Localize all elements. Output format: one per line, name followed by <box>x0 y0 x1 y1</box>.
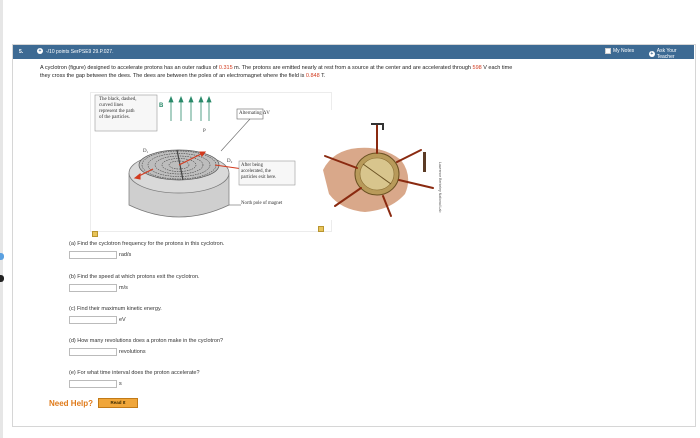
part-a-input[interactable] <box>69 251 117 259</box>
path-caption: The black, dashed, curved lines represent the path of the particles. <box>99 97 137 120</box>
left-edge-tab-dark[interactable] <box>0 275 4 282</box>
cyclotron-diagram <box>90 92 332 232</box>
part-a-label: (a) Find the cyclotron frequency for the protons in this cyclotron. <box>69 241 225 247</box>
question-number: 5. <box>19 49 24 55</box>
question-header <box>13 45 694 59</box>
my-notes-button[interactable]: My Notes <box>605 48 634 54</box>
d1-label: D₁ <box>143 149 149 154</box>
ask-plus-icon: + <box>650 51 654 57</box>
part-c-input[interactable] <box>69 316 117 324</box>
left-edge-tab-blue[interactable] <box>0 253 4 260</box>
photo-credit: Lawrence Berkeley National Lab <box>438 162 442 213</box>
figure-1-zoom-icon[interactable] <box>92 231 98 237</box>
exit-caption: After being accelerated, the particles exit here. <box>241 163 277 180</box>
part-b-input[interactable] <box>69 284 117 292</box>
part-b-unit: m/s <box>119 285 128 291</box>
part-d-input[interactable] <box>69 348 117 356</box>
field-arrows <box>169 97 211 121</box>
need-help-label: Need Help? <box>49 399 94 408</box>
expand-plus-icon[interactable]: + <box>38 48 42 54</box>
cyclotron-photo <box>313 110 450 220</box>
p-label: P <box>203 129 206 134</box>
part-e-input[interactable] <box>69 380 117 388</box>
read-it-button[interactable]: Read It <box>98 398 138 408</box>
part-c-label: (c) Find their maximum kinetic energy. <box>69 306 162 312</box>
voltage-value: 598 <box>472 65 482 71</box>
left-edge-bar <box>0 0 3 438</box>
b-field-label: B <box>159 103 164 109</box>
photo-svg <box>313 110 450 220</box>
part-a-unit: rad/s <box>119 252 132 258</box>
part-c-unit: eV <box>119 317 126 323</box>
notes-checkbox-icon <box>605 48 611 54</box>
alternating-label: Alternating ΔV <box>239 111 270 116</box>
part-d-unit: revolutions <box>119 349 146 355</box>
part-e-label: (e) For what time interval does the proton accelerate? <box>69 370 200 376</box>
ask-teacher-button[interactable]: + Ask Your Teacher <box>650 48 677 60</box>
problem-statement: A cyclotron (figure) designed to accelerate protons has an outer radius of 0.315 m. The protons are emitted nearly at rest from a source at the center and are accelerated through 598 V each time they cross the gap between the dees. The dees are between the poles of an electromagnet where the field is 0.848 T. <box>40 65 513 79</box>
d2-label: D₂ <box>227 159 233 164</box>
question-points-label: -/10 points SerPSE9 29.P.027. <box>46 49 114 55</box>
part-b-label: (b) Find the speed at which protons exit the cyclotron. <box>69 274 200 280</box>
figure-2-zoom-icon[interactable] <box>318 226 324 232</box>
part-e-unit: s <box>119 381 122 387</box>
part-d-label: (d) How many revolutions does a proton make in the cyclotron? <box>69 338 224 344</box>
radius-value: 0.315 <box>218 65 233 71</box>
north-pole-label: North pole of magnet <box>241 201 283 206</box>
field-value: 0.848 <box>305 73 320 79</box>
